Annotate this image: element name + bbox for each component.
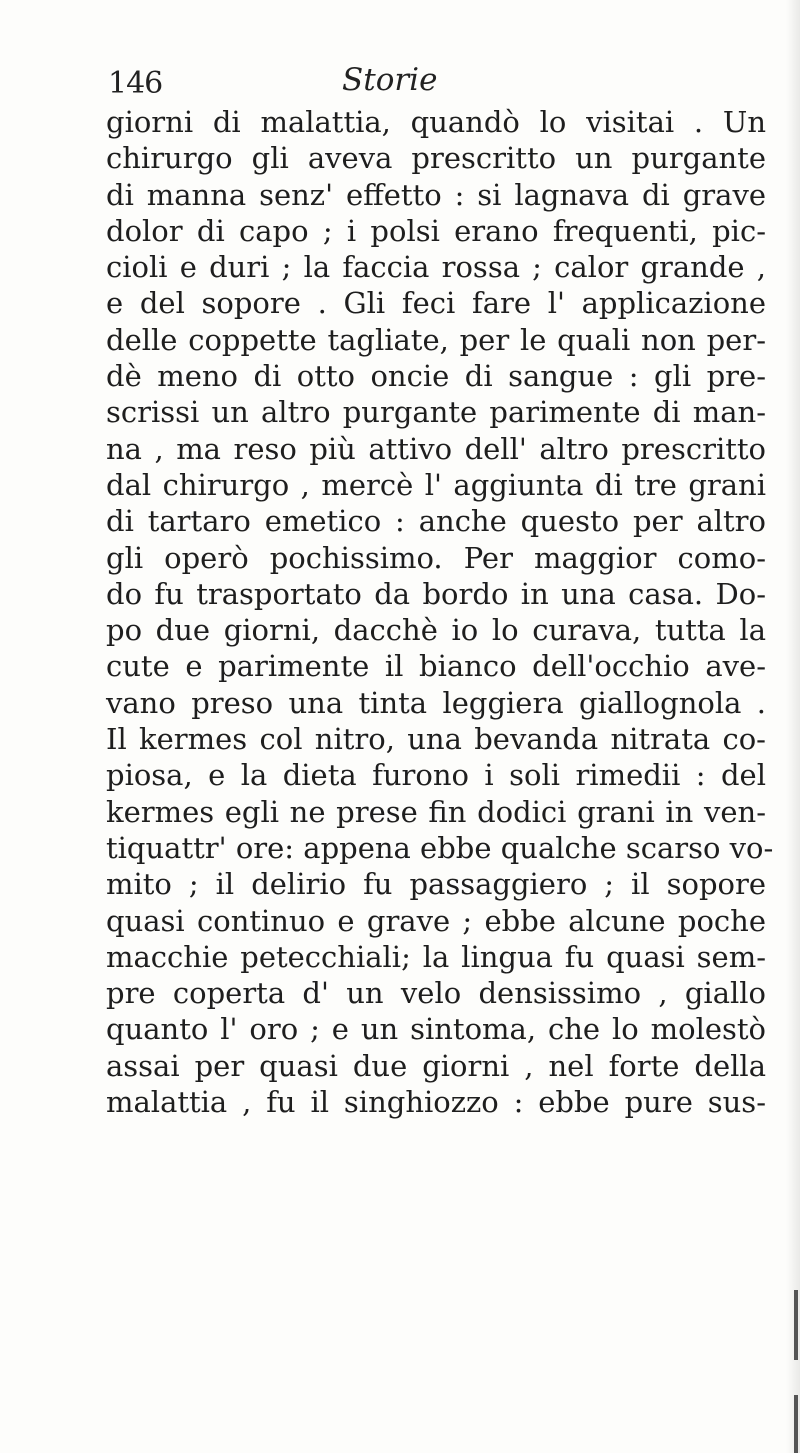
text-line: cioli e duri ; la faccia rossa ; calor grande , bbox=[106, 250, 766, 285]
text-line: dè meno di otto oncie di sangue : gli pre- bbox=[106, 359, 766, 394]
text-line: di tartaro emetico : anche questo per altro bbox=[106, 504, 766, 539]
text-line: quasi continuo e grave ; ebbe alcune poche bbox=[106, 903, 766, 938]
text-line: na , ma reso più attivo dell' altro prescritto bbox=[106, 431, 766, 466]
text-line: e del sopore . Gli feci fare l' applicazione bbox=[106, 286, 766, 321]
text-line: di manna senz' effetto : si lagnava di grave bbox=[106, 177, 766, 212]
text-line: quanto l' oro ; e un sintoma, che lo molestò bbox=[106, 1012, 766, 1047]
text-line: tiquattr' ore: appena ebbe qualche scarso vo- bbox=[106, 830, 774, 865]
text-line: mito ; il delirio fu passaggiero ; il sopore bbox=[106, 867, 766, 902]
text-line: assai per quasi due giorni , nel forte della bbox=[106, 1048, 766, 1083]
page-header bbox=[108, 62, 708, 108]
text-line: vano preso una tinta leggiera giallognola . bbox=[106, 685, 766, 720]
text-line: dal chirurgo , mercè l' aggiunta di tre grani bbox=[106, 467, 766, 502]
text-line: chirurgo gli aveva prescritto un purgante bbox=[106, 141, 766, 176]
text-line: do fu trasportato da bordo in una casa. Do- bbox=[106, 576, 766, 611]
text-line: malattia , fu il singhiozzo : ebbe pure sus- bbox=[106, 1085, 766, 1120]
body-text bbox=[106, 104, 774, 1120]
text-line: pre coperta d' un velo densissimo , giallo bbox=[106, 976, 766, 1011]
page-edge-mark bbox=[794, 1290, 798, 1360]
page-edge-shadow bbox=[786, 0, 800, 1453]
text-line: macchie petecchiali; la lingua fu quasi sem- bbox=[106, 939, 766, 974]
text-line: gli operò pochissimo. Per maggior como- bbox=[106, 540, 766, 575]
text-line: kermes egli ne prese fin dodici grani in ven- bbox=[106, 794, 766, 829]
text-line: piosa, e la dieta furono i soli rimedii : del bbox=[106, 758, 766, 793]
text-line: scrissi un altro purgante parimente di man- bbox=[106, 395, 766, 430]
text-line: dolor di capo ; i polsi erano frequenti, pic- bbox=[106, 213, 766, 248]
text-line: Il kermes col nitro, una bevanda nitrata co- bbox=[106, 722, 766, 757]
text-line: cute e parimente il bianco dell'occhio ave- bbox=[106, 649, 766, 684]
page-edge-mark bbox=[794, 1395, 798, 1453]
page-number: 146 bbox=[108, 66, 163, 101]
text-line: delle coppette tagliate, per le quali non per- bbox=[106, 322, 766, 357]
text-line: po due giorni, dacchè io lo curava, tutta la bbox=[106, 613, 766, 648]
text-line: giorni di malattia, quandò lo visitai . Un bbox=[106, 105, 766, 139]
running-head: Storie bbox=[342, 62, 438, 98]
